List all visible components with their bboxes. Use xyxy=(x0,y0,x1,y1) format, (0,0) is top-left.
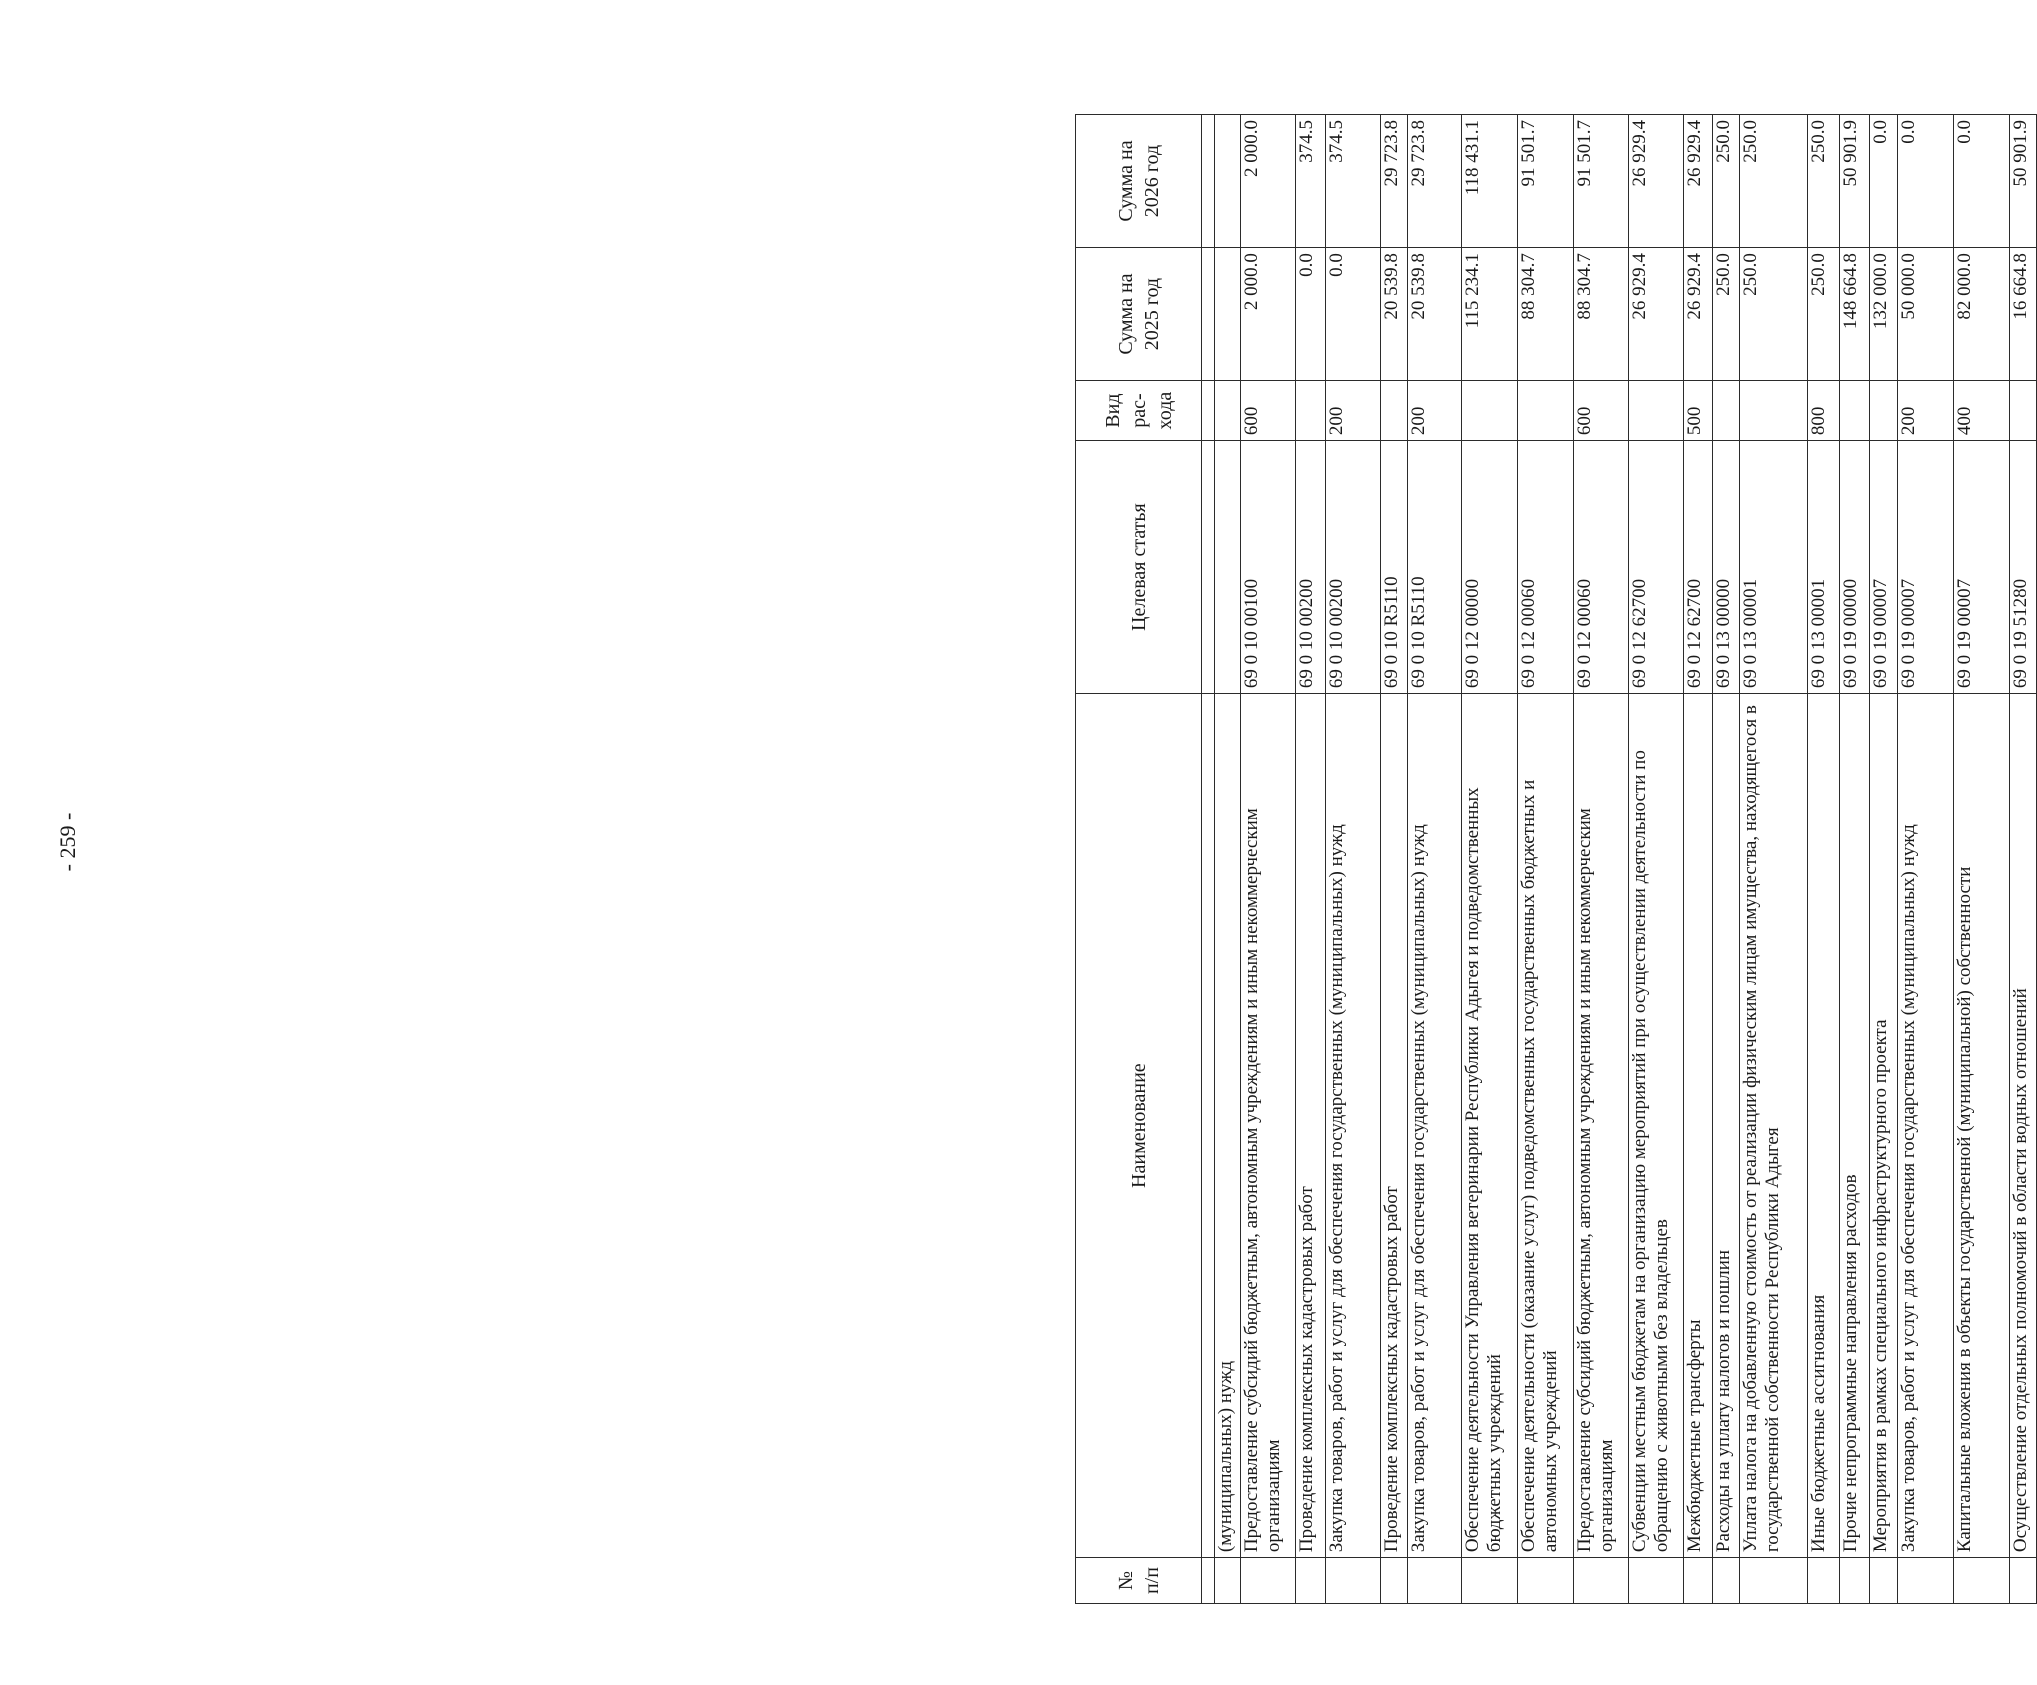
row-sum-2025: 26 929.4 xyxy=(1684,248,1712,381)
table-row xyxy=(1684,115,1712,1604)
row-num xyxy=(1325,1558,1380,1604)
row-num xyxy=(1840,1558,1870,1604)
row-name: Субвенции местным бюджетам на организацию мероприятий при осуществлении деятельности по обращению с животными без владельцев xyxy=(1628,694,1684,1558)
row-type xyxy=(1712,381,1739,441)
row-type: 600 xyxy=(1573,381,1628,441)
row-type: 200 xyxy=(1325,381,1380,441)
table-row xyxy=(1628,115,1684,1604)
row-type xyxy=(1462,381,1518,441)
row-code: 69 0 10 00200 xyxy=(1296,441,1326,694)
row-code: 69 0 19 00007 xyxy=(1953,441,2009,694)
table-row xyxy=(1240,115,1296,1604)
row-code: 69 0 19 51280 xyxy=(2009,441,2036,694)
row-num xyxy=(1628,1558,1684,1604)
row-code xyxy=(1214,441,1240,694)
row-sum-2025: 82 000.0 xyxy=(1953,248,2009,381)
row-sum-2026: 50 901.9 xyxy=(2009,115,2036,248)
row-name: Закупка товаров, работ и услуг для обеспечения государственных (муниципальных) нужд xyxy=(1325,694,1380,1558)
row-num xyxy=(1739,1558,1807,1604)
row-name: Проведение комплексных кадастровых работ xyxy=(1380,694,1407,1558)
row-type: 400 xyxy=(1953,381,2009,441)
row-name: Иные бюджетные ассигнования xyxy=(1808,694,1840,1558)
row-sum-2025: 20 539.8 xyxy=(1380,248,1407,381)
table-row xyxy=(1869,115,1897,1604)
table-row xyxy=(1840,115,1870,1604)
row-num xyxy=(1953,1558,2009,1604)
table-row xyxy=(1712,115,1739,1604)
row-sum-2026: 0.0 xyxy=(1869,115,1897,248)
table-row xyxy=(1202,115,1215,1604)
row-type xyxy=(2009,381,2036,441)
row-sum-2026: 91 501.7 xyxy=(1518,115,1574,248)
row-sum-2025: 16 664.8 xyxy=(2009,248,2036,381)
row-name: Закупка товаров, работ и услуг для обеспечения государственных (муниципальных) нужд xyxy=(1407,694,1462,1558)
row-name: Обеспечение деятельности (оказание услуг) подведомственных государственных бюджетных и автономных учреждений xyxy=(1518,694,1574,1558)
row-type xyxy=(1840,381,1870,441)
row-name: Межбюджетные трансферты xyxy=(1684,694,1712,1558)
table-header xyxy=(1076,115,1202,1604)
row-num xyxy=(1462,1558,1518,1604)
row-num xyxy=(1240,1558,1296,1604)
row-num xyxy=(1407,1558,1462,1604)
row-code: 69 0 10 R5110 xyxy=(1407,441,1462,694)
row-type: 200 xyxy=(1407,381,1462,441)
header-num: № п/п xyxy=(1076,1558,1202,1604)
row-type: 800 xyxy=(1808,381,1840,441)
header-name: Наименование xyxy=(1076,694,1202,1558)
row-sum-2026: 29 723.8 xyxy=(1380,115,1407,248)
row-sum-2026: 250.0 xyxy=(1739,115,1807,248)
row-sum-2026: 26 929.4 xyxy=(1628,115,1684,248)
row-type: 500 xyxy=(1684,381,1712,441)
row-num xyxy=(1214,1558,1240,1604)
row-code: 69 0 19 00007 xyxy=(1898,441,1954,694)
row-name: Предоставление субсидий бюджетным, автономным учреждениям и иным некоммерческим организациям xyxy=(1240,694,1296,1558)
header-row xyxy=(1076,115,1202,1604)
row-name: Уплата налога на добавленную стоимость от реализации физическим лицам имущества, находящегося в государственной собственности Республики Адыгея xyxy=(1739,694,1807,1558)
table-row xyxy=(1898,115,1954,1604)
row-type xyxy=(1214,381,1240,441)
row-code: 69 0 19 00007 xyxy=(1869,441,1897,694)
row-name: Капитальные вложения в объекты государственной (муниципальной) собственности xyxy=(1953,694,2009,1558)
row-name: Закупка товаров, работ и услуг для обеспечения государственных (муниципальных) нужд xyxy=(1898,694,1954,1558)
row-num xyxy=(1869,1558,1897,1604)
row-num xyxy=(1518,1558,1574,1604)
row-sum-2025: 0.0 xyxy=(1296,248,1326,381)
row-num xyxy=(1573,1558,1628,1604)
row-sum-2026: 2 000.0 xyxy=(1240,115,1296,248)
row-type: 600 xyxy=(1240,381,1296,441)
table-row xyxy=(1407,115,1462,1604)
row-name: Предоставление субсидий бюджетным, автономным учреждениям и иным некоммерческим организациям xyxy=(1573,694,1628,1558)
row-name: Прочие непрограммные направления расходов xyxy=(1840,694,1870,1558)
budget-table xyxy=(1075,114,2037,1604)
row-sum-2026: 250.0 xyxy=(1712,115,1739,248)
page-number: - 259 - xyxy=(55,812,80,872)
header-sum-2025: Сумма на 2025 год xyxy=(1076,248,1202,381)
row-num xyxy=(2009,1558,2036,1604)
table-row xyxy=(1518,115,1574,1604)
row-sum-2025: 250.0 xyxy=(1739,248,1807,381)
table-row xyxy=(1380,115,1407,1604)
row-sum-2025: 2 000.0 xyxy=(1240,248,1296,381)
row-sum-2025: 26 929.4 xyxy=(1628,248,1684,381)
header-type: Вид рас-хода xyxy=(1076,381,1202,441)
row-name: Мероприятия в рамках специального инфраструктурного проекта xyxy=(1869,694,1897,1558)
row-num xyxy=(1296,1558,1326,1604)
table-row xyxy=(1325,115,1380,1604)
row-sum-2026: 0.0 xyxy=(1898,115,1954,248)
row-name: Осуществление отдельных полномочий в области водных отношений xyxy=(2009,694,2036,1558)
row-code: 69 0 10 00100 xyxy=(1240,441,1296,694)
row-sum-2025: 115 234.1 xyxy=(1462,248,1518,381)
row-num xyxy=(1380,1558,1407,1604)
row-sum-2025: 148 664.8 xyxy=(1840,248,1870,381)
row-sum-2025: 250.0 xyxy=(1808,248,1840,381)
table-row xyxy=(1953,115,2009,1604)
row-code: 69 0 12 00060 xyxy=(1573,441,1628,694)
row-sum-2025: 20 539.8 xyxy=(1407,248,1462,381)
row-name: Обеспечение деятельности Управления ветеринарии Республики Адыгея и подведомственных бюджетных учреждений xyxy=(1462,694,1518,1558)
table-row xyxy=(1214,115,1240,1604)
row-type: 200 xyxy=(1898,381,1954,441)
row-sum-2025: 132 000.0 xyxy=(1869,248,1897,381)
table-row xyxy=(1573,115,1628,1604)
row-code: 69 0 13 00001 xyxy=(1808,441,1840,694)
row-type xyxy=(1628,381,1684,441)
row-sum-2025: 250.0 xyxy=(1712,248,1739,381)
row-code: 69 0 13 00000 xyxy=(1712,441,1739,694)
header-code: Целевая статья xyxy=(1076,441,1202,694)
table-row xyxy=(1808,115,1840,1604)
table-body xyxy=(1202,115,2037,1604)
row-type xyxy=(1869,381,1897,441)
row-sum-2026: 374.5 xyxy=(1296,115,1326,248)
row-sum-2026: 29 723.8 xyxy=(1407,115,1462,248)
row-code: 69 0 10 R5110 xyxy=(1380,441,1407,694)
row-sum-2026: 0.0 xyxy=(1953,115,2009,248)
row-code: 69 0 12 00060 xyxy=(1518,441,1574,694)
row-sum-2025 xyxy=(1214,248,1240,381)
row-code: 69 0 13 00001 xyxy=(1739,441,1807,694)
row-code: 69 0 19 00000 xyxy=(1840,441,1870,694)
row-code: 69 0 10 00200 xyxy=(1325,441,1380,694)
row-sum-2026: 26 929.4 xyxy=(1684,115,1712,248)
row-num xyxy=(1898,1558,1954,1604)
row-sum-2025: 50 000.0 xyxy=(1898,248,1954,381)
row-sum-2025: 0.0 xyxy=(1325,248,1380,381)
row-sum-2025: 88 304.7 xyxy=(1573,248,1628,381)
table-row xyxy=(1296,115,1326,1604)
row-sum-2026: 91 501.7 xyxy=(1573,115,1628,248)
table-row xyxy=(1462,115,1518,1604)
row-sum-2025: 88 304.7 xyxy=(1518,248,1574,381)
row-num xyxy=(1808,1558,1840,1604)
row-sum-2026: 374.5 xyxy=(1325,115,1380,248)
table-row xyxy=(2009,115,2036,1604)
row-num xyxy=(1684,1558,1712,1604)
row-name: Расходы на уплату налогов и пошлин xyxy=(1712,694,1739,1558)
table-row xyxy=(1739,115,1807,1604)
row-type xyxy=(1296,381,1326,441)
row-code: 69 0 12 00000 xyxy=(1462,441,1518,694)
row-sum-2026: 50 901.9 xyxy=(1840,115,1870,248)
row-sum-2026 xyxy=(1214,115,1240,248)
row-type xyxy=(1739,381,1807,441)
row-name: (муниципальных) нужд xyxy=(1214,694,1240,1558)
row-type xyxy=(1518,381,1574,441)
row-num xyxy=(1712,1558,1739,1604)
row-sum-2026: 250.0 xyxy=(1808,115,1840,248)
row-sum-2026: 118 431.1 xyxy=(1462,115,1518,248)
row-type xyxy=(1380,381,1407,441)
row-code: 69 0 12 62700 xyxy=(1684,441,1712,694)
row-code: 69 0 12 62700 xyxy=(1628,441,1684,694)
header-sum-2026: Сумма на 2026 год xyxy=(1076,115,1202,248)
row-name: Проведение комплексных кадастровых работ xyxy=(1296,694,1326,1558)
